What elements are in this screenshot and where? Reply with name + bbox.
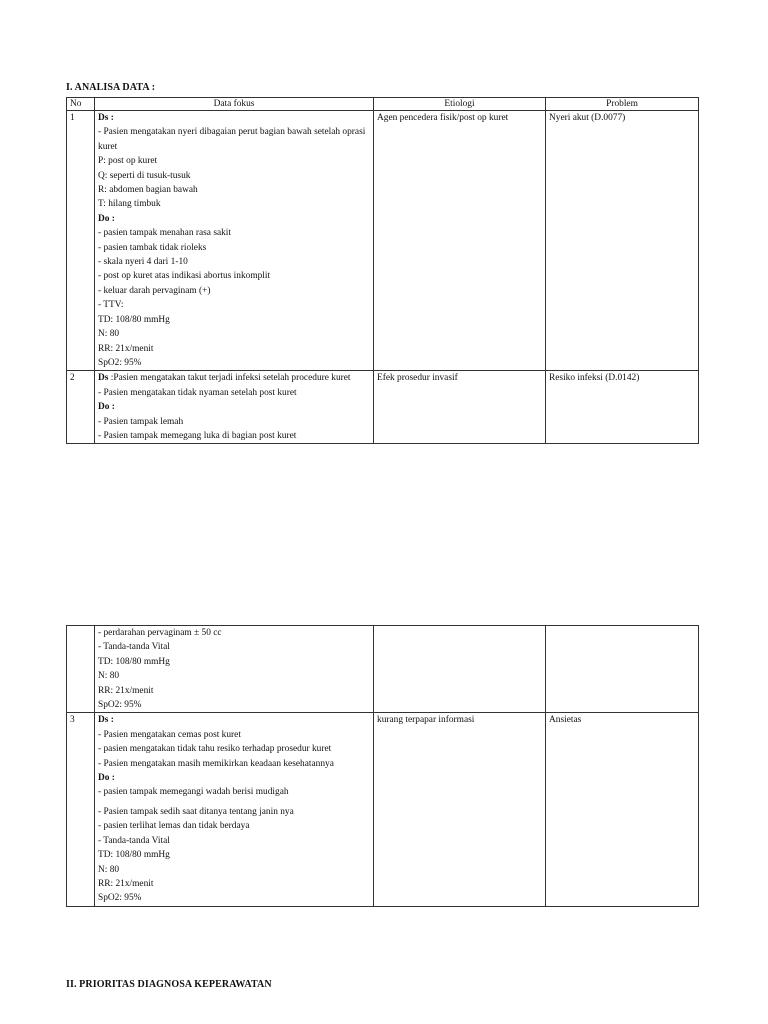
data-line: - Pasien mengatakan masih memikirkan keadaan kesehatannya <box>98 758 334 769</box>
ds-label: Ds : <box>98 113 114 123</box>
table-header-row <box>67 98 699 111</box>
data-line: - keluar darah pervaginam (+) <box>98 285 211 296</box>
etiologi-cell: Agen pencedera fisik/post op kuret <box>374 111 546 371</box>
data-line: RR: 21x/menit <box>98 685 154 696</box>
data-line: R: abdomen bagian bawah <box>98 185 198 196</box>
section-title-analisa-data: I. ANALISA DATA : <box>66 82 156 93</box>
ds-text: :Pasien mengatakan takut terjadi infeksi setelah procedure kuret <box>110 373 351 384</box>
data-fokus-cell <box>95 371 374 444</box>
data-line: - Tanda-tanda Vital <box>98 642 170 653</box>
do-label: Do : <box>98 773 115 784</box>
data-line: - skala nyeri 4 dari 1-10 <box>98 257 188 268</box>
data-line: - post op kuret atas indikasi abortus inkomplit <box>98 271 271 282</box>
data-line: - Tanda-tanda Vital <box>98 835 170 846</box>
data-line: - Pasien mengatakan cemas post kuret <box>98 729 241 740</box>
row-number <box>67 626 95 713</box>
data-line: SpO2: 95% <box>98 357 142 368</box>
data-line: Q: seperti di tusuk-tusuk <box>98 170 191 181</box>
table-row <box>67 626 699 713</box>
data-line: - pasien terlihat lemas dan tidak berdaya <box>98 821 250 832</box>
header-problem: Problem <box>546 98 699 111</box>
row-number: 2 <box>67 371 95 444</box>
data-line: T: hilang timbuk <box>98 199 161 210</box>
do-label: Do : <box>98 402 115 413</box>
data-line: SpO2: 95% <box>98 893 142 904</box>
do-label: Do : <box>98 213 115 224</box>
data-line: - pasien tampak menahan rasa sakit <box>98 228 232 239</box>
row-number: 3 <box>67 713 95 906</box>
data-line: P: post op kuret <box>98 156 158 167</box>
data-line: - Pasien tampak sedih saat ditanya tentang janin nya <box>98 806 294 817</box>
section-title-prioritas-diagnosa: II. PRIORITAS DIAGNOSA KEPERAWATAN <box>66 979 272 990</box>
data-line: - Pasien tampak memegang luka di bagian post kuret <box>98 430 297 441</box>
analisa-data-table-part2 <box>66 625 699 907</box>
data-line: - Pasien tampak lemah <box>98 416 184 427</box>
header-etiologi: Etiologi <box>374 98 546 111</box>
data-fokus-cell <box>95 713 374 906</box>
table-row <box>67 371 699 444</box>
data-line <box>98 371 370 385</box>
etiologi-cell: Efek prosedur invasif <box>374 371 546 444</box>
data-fokus-cell <box>95 111 374 371</box>
data-line: TD: 108/80 mmHg <box>98 314 170 325</box>
data-line: N: 80 <box>98 864 120 875</box>
header-no: No <box>67 98 95 111</box>
data-line: - pasien mengatakan tidak tahu resiko terhadap prosedur kuret <box>98 744 332 755</box>
data-line: TD: 108/80 mmHg <box>98 850 170 861</box>
data-line: N: 80 <box>98 671 120 682</box>
row-number: 1 <box>67 111 95 371</box>
data-line: SpO2: 95% <box>98 700 142 711</box>
analisa-data-table-part1 <box>66 97 699 444</box>
data-line: - TTV: <box>98 300 124 311</box>
problem-cell: Ansietas <box>546 713 699 906</box>
problem-cell: Nyeri akut (D.0077) <box>546 111 699 371</box>
data-line: - pasien tampak memegangi wadah berisi mudigah <box>98 787 289 798</box>
data-line: - perdarahan pervaginam ± 50 cc <box>98 628 222 638</box>
data-line: RR: 21x/menit <box>98 878 154 889</box>
data-fokus-cell <box>95 626 374 713</box>
table-row <box>67 713 699 906</box>
header-data-fokus: Data fokus <box>95 98 374 111</box>
table-row <box>67 111 699 371</box>
data-line: - pasien tambak tidak rioleks <box>98 242 207 253</box>
data-line: N: 80 <box>98 329 120 340</box>
etiologi-cell: kurang terpapar informasi <box>374 713 546 906</box>
ds-label: Ds <box>98 373 109 384</box>
data-line: TD: 108/80 mmHg <box>98 656 170 667</box>
problem-cell: Resiko infeksi (D.0142) <box>546 371 699 444</box>
data-line: - Pasien mengatakan tidak nyaman setelah post kuret <box>98 387 297 398</box>
data-line: RR: 21x/menit <box>98 343 154 354</box>
etiologi-cell <box>374 626 546 713</box>
data-line: - Pasien mengatakan nyeri dibagaian perut bagian bawah setelah oprasi kuret <box>98 127 366 152</box>
problem-cell <box>546 626 699 713</box>
ds-label: Ds : <box>98 715 114 726</box>
